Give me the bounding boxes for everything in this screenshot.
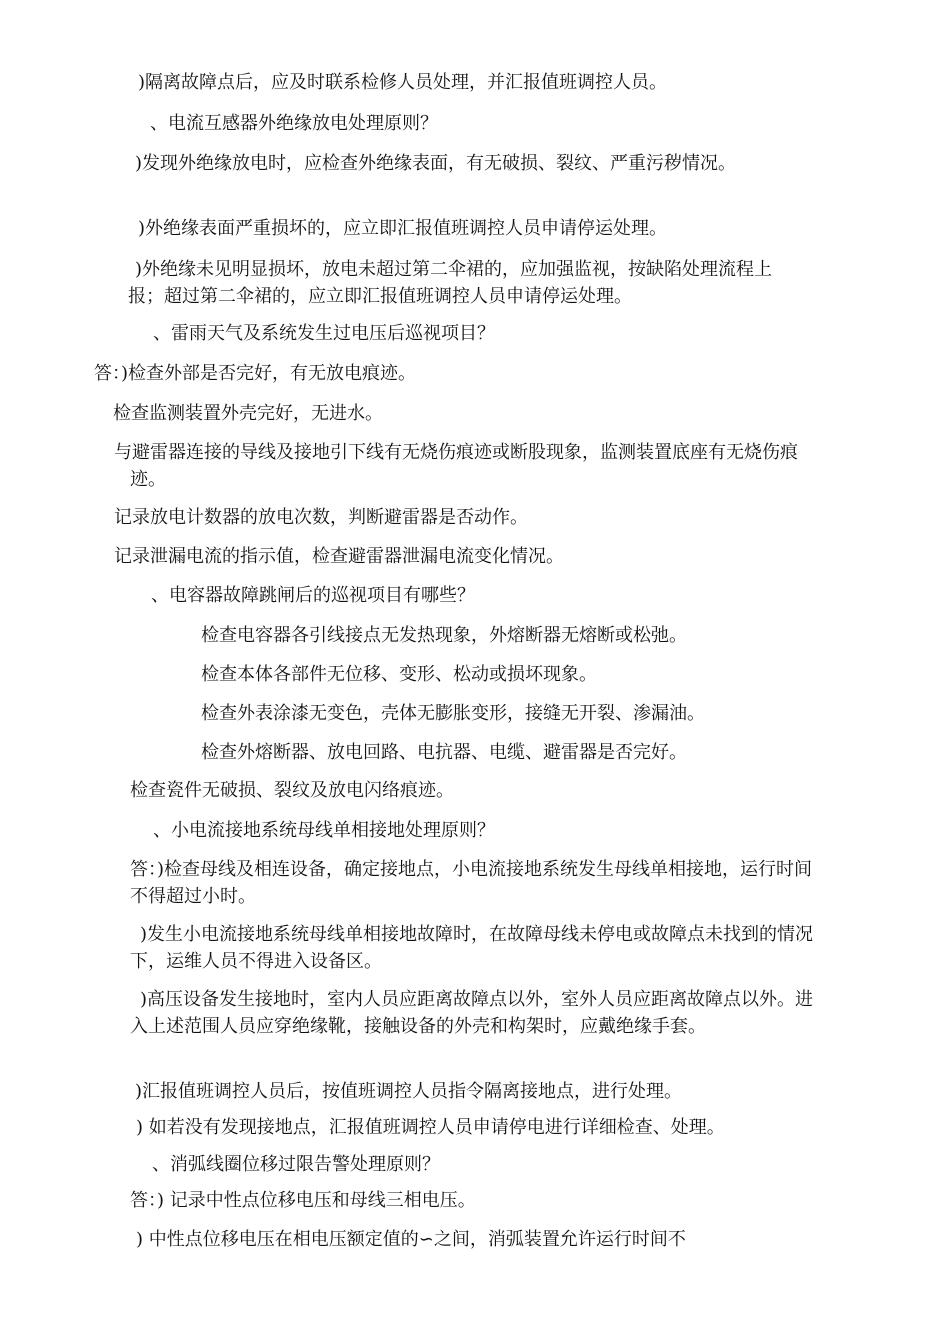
section-heading: 、电流互感器外绝缘放电处理原则？: [150, 113, 438, 134]
paragraph: 记录放电计数器的放电次数，判断避雷器是否动作。: [114, 507, 528, 528]
paragraph: 检查监测装置外壳完好，无进水。: [113, 403, 383, 424]
paragraph: ) 如若没有发现接地点，汇报值班调控人员申请停电进行详细检查、处理。: [136, 1117, 725, 1138]
paragraph: 答：)检查母线及相连设备，确定接地点，小电流接地系统发生母线单相接地，运行时间不得超过小时。: [130, 859, 813, 907]
list-item: 检查本体各部件无位移、变形、松动或损坏现象。: [201, 664, 597, 685]
paragraph: )外绝缘未见明显损坏，放电未超过第二伞裙的，应加强监视，按缺陷处理流程上报；超过第二伞裙的，应立即汇报值班调控人员申请停运处理。: [128, 259, 773, 307]
paragraph: )发生小电流接地系统母线单相接地故障时，在故障母线未停电或故障点未找到的情况下，运维人员不得进入设备区。: [130, 924, 814, 972]
paragraph: 答：)检查外部是否完好，有无放电痕迹。: [94, 363, 417, 384]
section-heading: 、小电流接地系统母线单相接地处理原则？: [153, 820, 495, 841]
list-item: 检查外表涂漆无变色，壳体无膨胀变形，接缝无开裂、渗漏油。: [201, 703, 705, 724]
paragraph: )发现外绝缘放电时，应检查外绝缘表面，有无破损、裂纹、严重污秽情况。: [135, 153, 737, 174]
section-heading: 、雷雨天气及系统发生过电压后巡视项目？: [153, 323, 495, 344]
paragraph: 记录泄漏电流的指示值，检查避雷器泄漏电流变化情况。: [114, 546, 564, 567]
paragraph: 与避雷器连接的导线及接地引下线有无烧伤痕迹或断股现象，监测装置底座有无烧伤痕迹。: [114, 442, 798, 490]
section-heading: 、电容器故障跳闸后的巡视项目有哪些？: [151, 585, 475, 606]
paragraph: 答：) 记录中性点位移电压和母线三相电压。: [130, 1190, 476, 1211]
paragraph: )高压设备发生接地时，室内人员应距离故障点以外，室外人员应距离故障点以外。进入上述范围人员应穿绝缘靴，接触设备的外壳和构架时，应戴绝缘手套。: [130, 989, 814, 1037]
section-heading: 、消弧线圈位移过限告警处理原则？: [152, 1154, 440, 1175]
paragraph: )隔离故障点后，应及时联系检修人员处理，并汇报值班调控人员。: [138, 72, 668, 93]
list-item: 检查外熔断器、放电回路、电抗器、电缆、避雷器是否完好。: [201, 742, 687, 763]
paragraph: )外绝缘表面严重损坏的，应立即汇报值班调控人员申请停运处理。: [138, 218, 668, 239]
paragraph: 检查瓷件无破损、裂纹及放电闪络痕迹。: [130, 780, 454, 801]
paragraph: )汇报值班调控人员后，按值班调控人员指令隔离接地点，进行处理。: [135, 1081, 683, 1102]
paragraph: ) 中性点位移电压在相电压额定值的∽之间，消弧装置允许运行时间不: [136, 1229, 686, 1250]
list-item: 检查电容器各引线接点无发热现象，外熔断器无熔断或松弛。: [201, 625, 687, 646]
